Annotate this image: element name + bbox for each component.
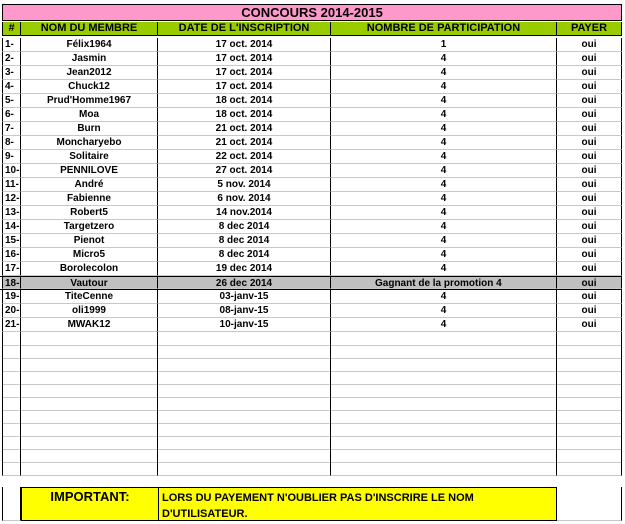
empty-cell[interactable] xyxy=(158,384,331,398)
member-name[interactable]: Moncharyebo xyxy=(21,136,158,150)
empty-cell[interactable] xyxy=(21,410,158,424)
table-row xyxy=(0,38,622,52)
empty-row xyxy=(0,410,622,424)
paid-status[interactable]: oui xyxy=(557,66,622,80)
member-name[interactable]: Vautour xyxy=(21,277,158,289)
signup-date[interactable]: 22 oct. 2014 xyxy=(158,150,331,164)
member-name[interactable]: Félix1964 xyxy=(21,38,158,52)
header-paid[interactable]: PAYER xyxy=(557,22,622,36)
empty-cell[interactable] xyxy=(557,487,622,521)
row-num[interactable]: 10- xyxy=(2,164,21,178)
member-name[interactable]: Jean2012 xyxy=(21,66,158,80)
empty-cell[interactable] xyxy=(158,410,331,424)
table-row xyxy=(0,220,622,234)
row-num[interactable]: 7- xyxy=(2,122,21,136)
table-row xyxy=(0,206,622,220)
row-num[interactable]: 17- xyxy=(2,262,21,276)
member-name[interactable]: Solitaire xyxy=(21,150,158,164)
member-name[interactable]: oli1999 xyxy=(21,304,158,318)
member-name[interactable]: Fabienne xyxy=(21,192,158,206)
participation-count[interactable]: 4 xyxy=(331,304,557,318)
paid-status[interactable]: oui xyxy=(557,277,622,289)
empty-row xyxy=(0,332,622,346)
signup-date[interactable]: 21 oct. 2014 xyxy=(158,136,331,150)
table-row xyxy=(0,192,622,206)
signup-date[interactable]: 03-janv-15 xyxy=(158,290,331,304)
empty-cell[interactable] xyxy=(2,449,21,463)
paid-status[interactable]: oui xyxy=(557,234,622,248)
empty-cell[interactable] xyxy=(21,358,158,372)
empty-cell[interactable] xyxy=(21,423,158,437)
empty-cell[interactable] xyxy=(2,371,21,385)
member-name[interactable]: Borolecolon xyxy=(21,262,158,276)
empty-cell[interactable] xyxy=(557,436,622,450)
empty-cell[interactable] xyxy=(331,397,557,411)
participation-count[interactable]: 4 xyxy=(331,136,557,150)
empty-cell[interactable] xyxy=(21,462,158,476)
empty-cell[interactable] xyxy=(557,462,622,476)
row-num[interactable]: 15- xyxy=(2,234,21,248)
participation-count[interactable]: 4 xyxy=(331,122,557,136)
participation-count[interactable]: 4 xyxy=(331,206,557,220)
empty-row xyxy=(0,358,622,372)
empty-cell[interactable] xyxy=(331,410,557,424)
empty-cell[interactable] xyxy=(21,449,158,463)
paid-status[interactable]: oui xyxy=(557,178,622,192)
table-row xyxy=(0,304,622,318)
empty-cell[interactable] xyxy=(158,462,331,476)
row-num[interactable]: 19- xyxy=(2,290,21,304)
participation-count[interactable]: 4 xyxy=(331,80,557,94)
table-row-highlighted xyxy=(0,276,622,290)
empty-cell[interactable] xyxy=(21,397,158,411)
header-num[interactable]: # xyxy=(2,22,21,36)
paid-status[interactable]: oui xyxy=(557,80,622,94)
participation-count[interactable]: 4 xyxy=(331,262,557,276)
table-row xyxy=(0,52,622,66)
participation-count[interactable]: 4 xyxy=(331,220,557,234)
empty-cell[interactable] xyxy=(158,332,331,346)
header-participation[interactable]: NOMBRE DE PARTICIPATION xyxy=(331,22,557,36)
empty-row xyxy=(0,345,622,359)
paid-status[interactable]: oui xyxy=(557,122,622,136)
paid-status[interactable]: oui xyxy=(557,108,622,122)
empty-cell[interactable] xyxy=(2,410,21,424)
empty-cell[interactable] xyxy=(331,332,557,346)
empty-cell[interactable] xyxy=(158,423,331,437)
row-num[interactable]: 5- xyxy=(2,94,21,108)
participation-count[interactable]: 4 xyxy=(331,66,557,80)
paid-status[interactable]: oui xyxy=(557,150,622,164)
empty-cell[interactable] xyxy=(21,436,158,450)
member-name[interactable]: TiteCenne xyxy=(21,290,158,304)
important-note xyxy=(21,487,557,521)
participation-count[interactable]: 4 xyxy=(331,248,557,262)
empty-row xyxy=(0,397,622,411)
signup-date[interactable]: 17 oct. 2014 xyxy=(158,66,331,80)
row-num[interactable]: 1- xyxy=(2,38,21,52)
paid-status[interactable]: oui xyxy=(557,94,622,108)
row-num[interactable]: 2- xyxy=(2,52,21,66)
empty-cell[interactable] xyxy=(158,358,331,372)
empty-cell[interactable] xyxy=(331,449,557,463)
empty-cell[interactable] xyxy=(158,436,331,450)
paid-status[interactable]: oui xyxy=(557,304,622,318)
paid-status[interactable]: oui xyxy=(557,136,622,150)
empty-cell[interactable] xyxy=(158,449,331,463)
header-row xyxy=(0,22,622,36)
signup-date[interactable]: 8 dec 2014 xyxy=(158,248,331,262)
participation-count[interactable]: 4 xyxy=(331,290,557,304)
sheet-title[interactable]: CONCOURS 2014-2015 xyxy=(2,4,622,21)
header-date[interactable]: DATE DE L'INSCRIPTION xyxy=(158,22,331,36)
empty-row xyxy=(0,371,622,385)
participation-count[interactable]: 1 xyxy=(331,38,557,52)
row-num[interactable]: 8- xyxy=(2,136,21,150)
signup-date[interactable]: 21 oct. 2014 xyxy=(158,122,331,136)
empty-cell[interactable] xyxy=(331,345,557,359)
table-row xyxy=(0,234,622,248)
empty-cell[interactable] xyxy=(331,371,557,385)
row-num[interactable]: 12- xyxy=(2,192,21,206)
paid-status[interactable]: oui xyxy=(557,318,622,332)
empty-cell[interactable] xyxy=(21,371,158,385)
paid-status[interactable]: oui xyxy=(557,52,622,66)
empty-cell[interactable] xyxy=(2,423,21,437)
empty-cell[interactable] xyxy=(2,345,21,359)
empty-cell[interactable] xyxy=(331,423,557,437)
row-num[interactable]: 20- xyxy=(2,304,21,318)
row-num[interactable]: 6- xyxy=(2,108,21,122)
member-name[interactable]: Burn xyxy=(21,122,158,136)
member-name[interactable]: Moa xyxy=(21,108,158,122)
member-name[interactable]: PENNILOVE xyxy=(21,164,158,178)
empty-cell[interactable] xyxy=(21,345,158,359)
empty-row xyxy=(0,384,622,398)
participation-count[interactable]: 4 xyxy=(331,52,557,66)
paid-status[interactable]: oui xyxy=(557,164,622,178)
member-name[interactable]: Prud'Homme1967 xyxy=(21,94,158,108)
row-num[interactable]: 4- xyxy=(2,80,21,94)
row-num[interactable]: 21- xyxy=(2,318,21,332)
table-row xyxy=(0,80,622,94)
signup-date[interactable]: 18 oct. 2014 xyxy=(158,94,331,108)
empty-cell[interactable] xyxy=(2,384,21,398)
row-num[interactable]: 9- xyxy=(2,150,21,164)
table-row xyxy=(0,108,622,122)
empty-row xyxy=(0,436,622,450)
participation-count[interactable]: 4 xyxy=(331,164,557,178)
table-row xyxy=(0,290,622,304)
empty-cell[interactable] xyxy=(158,371,331,385)
participation-count[interactable]: 4 xyxy=(331,192,557,206)
signup-date[interactable]: 8 dec 2014 xyxy=(158,220,331,234)
table-row xyxy=(0,136,622,150)
table-row xyxy=(0,122,622,136)
empty-cell[interactable] xyxy=(158,345,331,359)
member-name[interactable]: Robert5 xyxy=(21,206,158,220)
signup-date[interactable]: 6 nov. 2014 xyxy=(158,192,331,206)
signup-date[interactable]: 08-janv-15 xyxy=(158,304,331,318)
empty-cell[interactable] xyxy=(557,410,622,424)
row-num[interactable]: 14- xyxy=(2,220,21,234)
member-name[interactable]: André xyxy=(21,178,158,192)
empty-row xyxy=(0,423,622,437)
participation-count[interactable]: 4 xyxy=(331,94,557,108)
member-name[interactable]: Pienot xyxy=(21,234,158,248)
paid-status[interactable]: oui xyxy=(557,290,622,304)
empty-cell[interactable] xyxy=(557,345,622,359)
signup-date[interactable]: 14 nov.2014 xyxy=(158,206,331,220)
signup-date[interactable]: 19 dec 2014 xyxy=(158,262,331,276)
empty-cell[interactable] xyxy=(557,358,622,372)
participation-count[interactable]: 4 xyxy=(331,108,557,122)
empty-cell[interactable] xyxy=(2,332,21,346)
paid-status[interactable]: oui xyxy=(557,248,622,262)
empty-cell[interactable] xyxy=(557,371,622,385)
table-row xyxy=(0,66,622,80)
row-num[interactable]: 11- xyxy=(2,178,21,192)
table-row xyxy=(0,262,622,276)
participation-count[interactable]: Gagnant de la promotion 4 xyxy=(331,277,557,289)
signup-date[interactable]: 17 oct. 2014 xyxy=(158,38,331,52)
empty-cell[interactable] xyxy=(557,449,622,463)
signup-date[interactable]: 8 dec 2014 xyxy=(158,234,331,248)
paid-status[interactable]: oui xyxy=(557,262,622,276)
row-num[interactable]: 16- xyxy=(2,248,21,262)
table-row xyxy=(0,150,622,164)
member-name[interactable]: Targetzero xyxy=(21,220,158,234)
row-num[interactable]: 3- xyxy=(2,66,21,80)
paid-status[interactable]: oui xyxy=(557,206,622,220)
participation-count[interactable]: 4 xyxy=(331,150,557,164)
table-row xyxy=(0,248,622,262)
empty-cell[interactable] xyxy=(557,397,622,411)
paid-status[interactable]: oui xyxy=(557,38,622,52)
empty-cell[interactable] xyxy=(2,358,21,372)
member-name[interactable]: Chuck12 xyxy=(21,80,158,94)
paid-status[interactable]: oui xyxy=(557,192,622,206)
signup-date[interactable]: 18 oct. 2014 xyxy=(158,108,331,122)
member-name[interactable]: Micro5 xyxy=(21,248,158,262)
table-row xyxy=(0,178,622,192)
empty-cell[interactable] xyxy=(21,332,158,346)
note-label[interactable]: IMPORTANT: xyxy=(22,488,159,520)
empty-cell[interactable] xyxy=(2,487,21,521)
empty-cell[interactable] xyxy=(158,397,331,411)
signup-date[interactable]: 17 oct. 2014 xyxy=(158,52,331,66)
row-num[interactable]: 13- xyxy=(2,206,21,220)
empty-cell[interactable] xyxy=(2,397,21,411)
table-row xyxy=(0,318,622,332)
signup-date[interactable]: 10-janv-15 xyxy=(158,318,331,332)
empty-cell[interactable] xyxy=(557,332,622,346)
table-row xyxy=(0,164,622,178)
empty-cell[interactable] xyxy=(2,462,21,476)
participation-count[interactable]: 4 xyxy=(331,234,557,248)
empty-row xyxy=(0,449,622,463)
table-row xyxy=(0,94,622,108)
header-member[interactable]: NOM DU MEMBRE xyxy=(21,22,158,36)
paid-status[interactable]: oui xyxy=(557,220,622,234)
empty-cell[interactable] xyxy=(2,436,21,450)
member-name[interactable]: MWAK12 xyxy=(21,318,158,332)
note-text[interactable]: LORS DU PAYEMENT N'OUBLIER PAS D'INSCRIRE LE NOM D'UTILISATEUR. xyxy=(162,492,474,520)
participation-count[interactable]: 4 xyxy=(331,178,557,192)
signup-date[interactable]: 26 dec 2014 xyxy=(158,277,331,289)
empty-cell[interactable] xyxy=(331,358,557,372)
signup-date[interactable]: 27 oct. 2014 xyxy=(158,164,331,178)
empty-cell[interactable] xyxy=(557,384,622,398)
member-name[interactable]: Jasmin xyxy=(21,52,158,66)
empty-cell[interactable] xyxy=(331,436,557,450)
empty-cell[interactable] xyxy=(21,384,158,398)
row-num[interactable]: 18- xyxy=(2,277,21,289)
empty-row xyxy=(0,462,622,476)
signup-date[interactable]: 17 oct. 2014 xyxy=(158,80,331,94)
signup-date[interactable]: 5 nov. 2014 xyxy=(158,178,331,192)
empty-cell[interactable] xyxy=(331,384,557,398)
empty-cell[interactable] xyxy=(557,423,622,437)
participation-count[interactable]: 4 xyxy=(331,318,557,332)
empty-cell[interactable] xyxy=(331,462,557,476)
